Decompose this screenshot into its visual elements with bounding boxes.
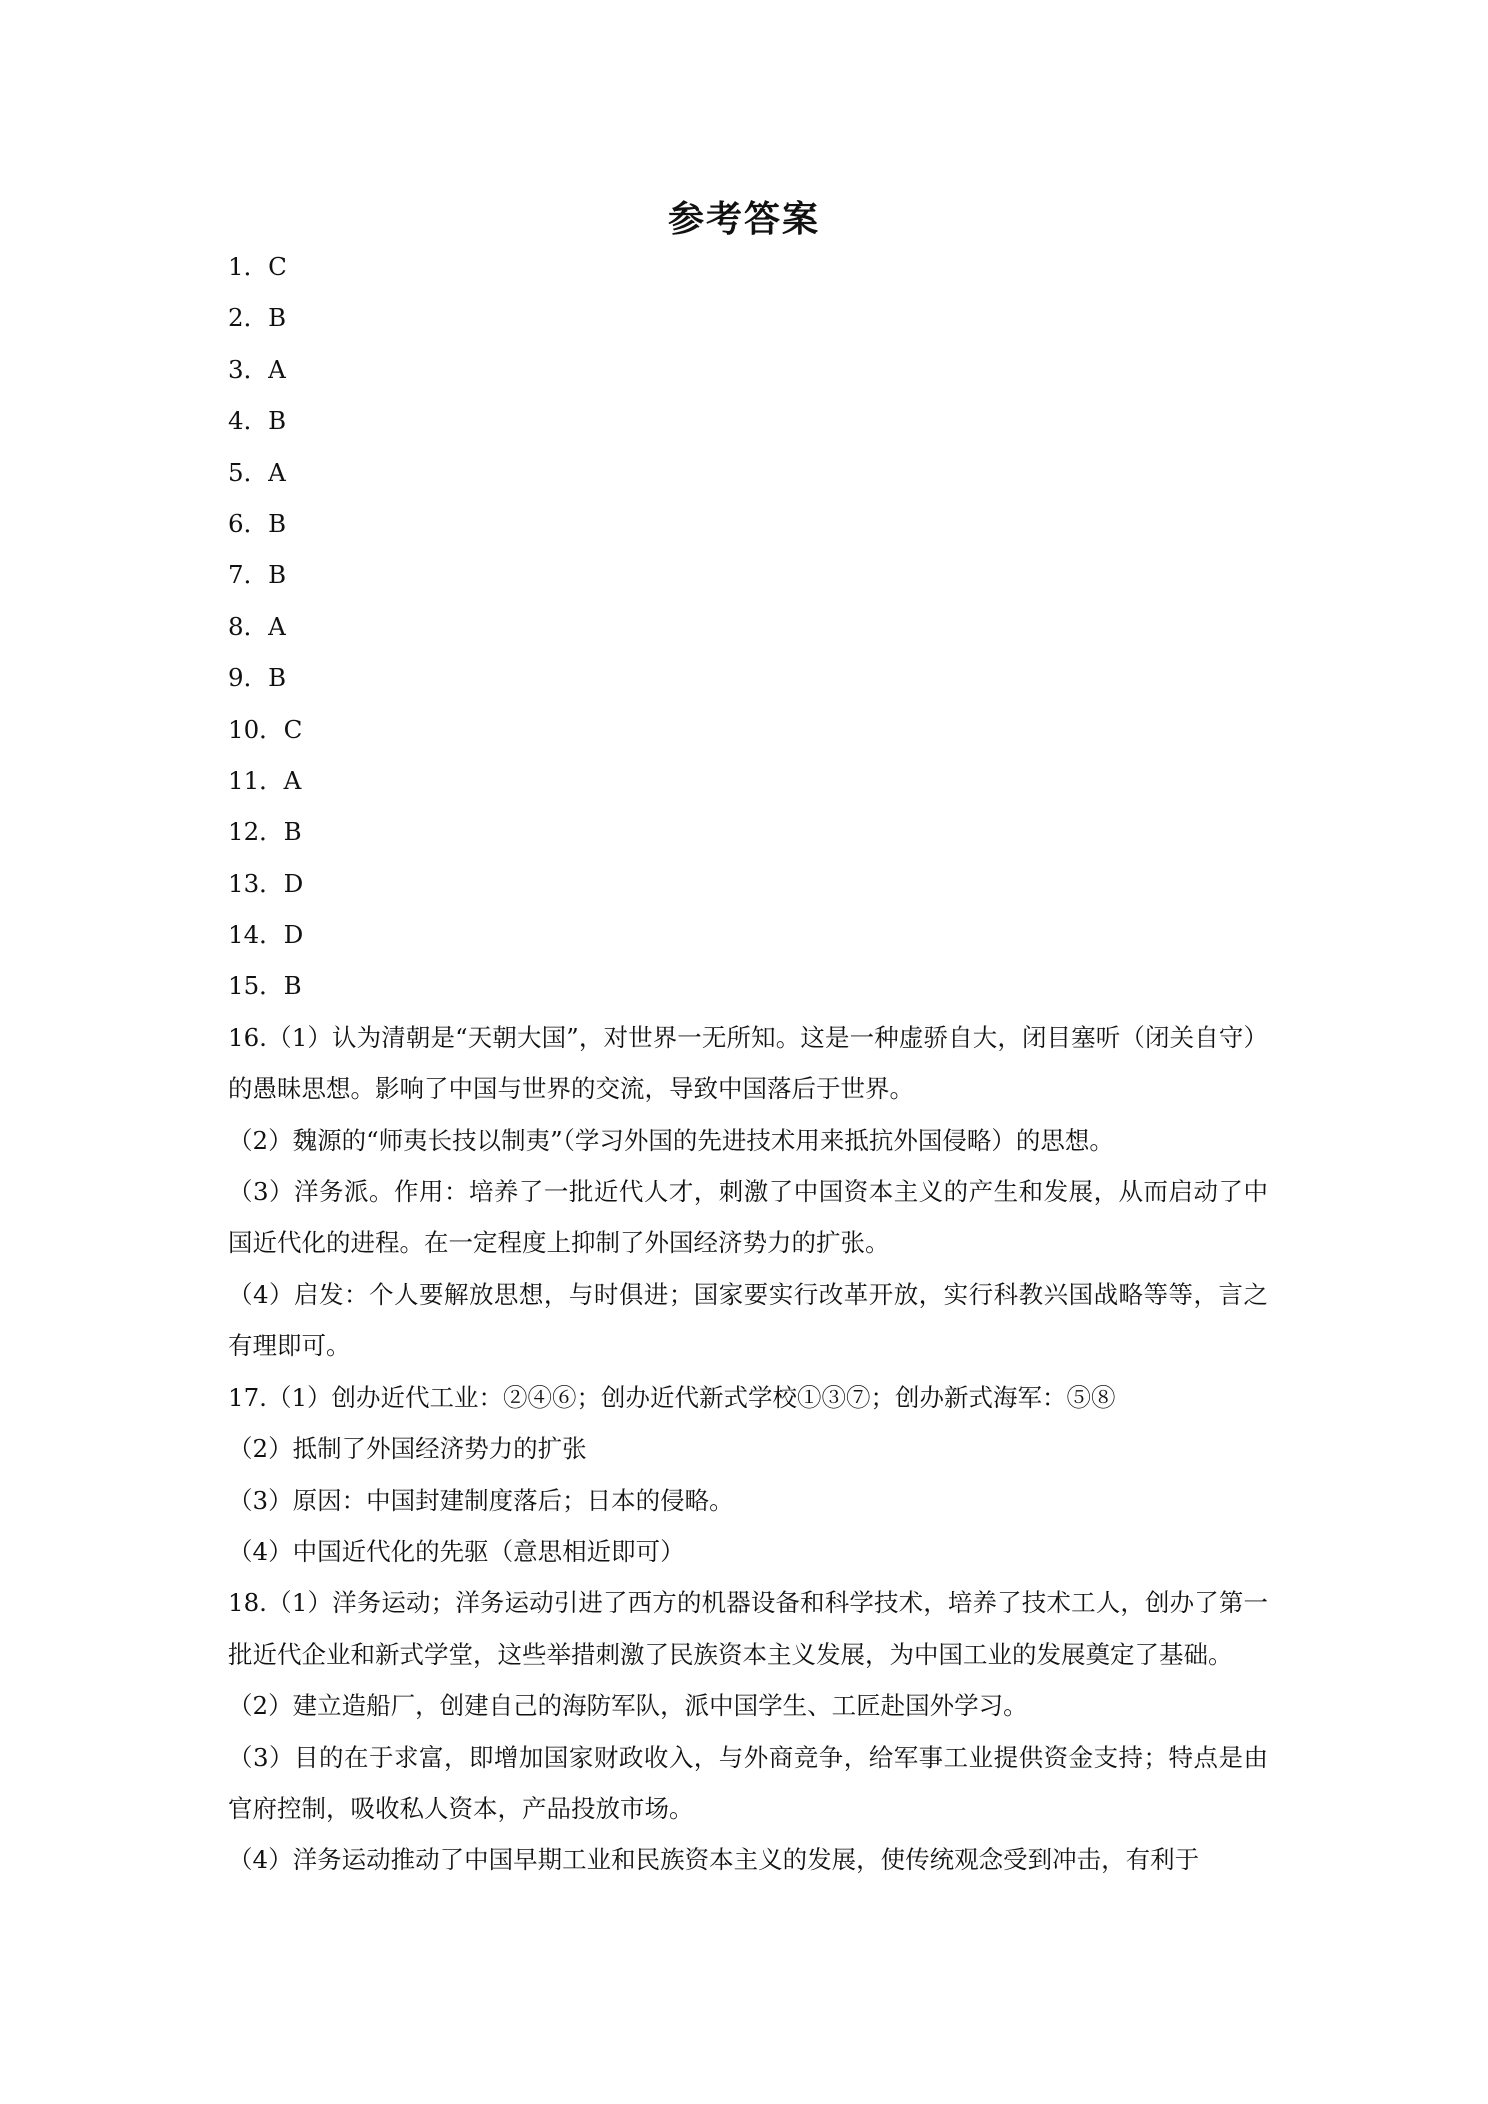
page-title: 参考答案 xyxy=(667,199,820,240)
choice-answer-13: 13．D xyxy=(228,868,304,898)
q18-part-1: 18.（1）洋务运动；洋务运动引进了西方的机器设备和科学技术，培养了技术工人，创办了第一批近代企业和新式学堂，这些举措刺激了民族资本主义发展，为中国工业的发展奠定了基础。 xyxy=(228,1588,1268,1669)
q17-part-2: （2）抵制了外国经济势力的扩张 xyxy=(228,1434,587,1464)
choice-answer-9: 9．B xyxy=(228,663,287,693)
q18-part-4: （4）洋务运动推动了中国早期工业和民族资本主义的发展，使传统观念受到冲击，有利于 xyxy=(228,1845,1200,1875)
choice-answer-14: 14．D xyxy=(228,920,304,950)
choice-answer-8: 8．A xyxy=(228,611,286,641)
q16-part-1: 16.（1）认为清朝是“天朝大国”，对世界一无所知。这是一种虚骄自大，闭目塞听（闭关自守）的愚昧思想。影响了中国与世界的交流，导致中国落后于世界。 xyxy=(228,1022,1268,1104)
choice-answer-1: 1．C xyxy=(228,252,287,281)
choice-answer-6: 6．B xyxy=(228,508,287,538)
q16-part-4: （4）启发：个人要解放思想，与时俱进；国家要实行改革开放，实行科教兴国战略等等，言之有理即可。 xyxy=(228,1279,1268,1361)
choice-answer-4: 4．B xyxy=(228,406,287,436)
q16-part-3: （3）洋务派。作用：培养了一批近代人才，刺激了中国资本主义的产生和发展，从而启动了中国近代化的进程。在一定程度上抑制了外国经济势力的扩张。 xyxy=(228,1177,1268,1258)
answer-list xyxy=(228,241,1268,1886)
choice-answer-15: 15．B xyxy=(228,971,302,1001)
choice-answer-5: 5．A xyxy=(228,457,286,487)
choice-answer-3: 3．A xyxy=(228,354,286,384)
choice-answer-12: 12．B xyxy=(228,817,302,847)
choice-answer-2: 2．B xyxy=(228,303,287,333)
choice-answer-7: 7．B xyxy=(228,560,287,590)
q17-part-3: （3）原因：中国封建制度落后；日本的侵略。 xyxy=(228,1485,734,1515)
q17-part-1: 17.（1）创办近代工业：②④⑥；创办近代新式学校①③⑦；创办新式海军：⑤⑧ xyxy=(228,1382,1116,1412)
q18-part-2: （2）建立造船厂，创建自己的海防军队，派中国学生、工匠赴国外学习。 xyxy=(228,1691,1028,1721)
q17-part-4: （4）中国近代化的先驱（意思相近即可） xyxy=(228,1536,685,1566)
q18-part-3: （3）目的在于求富，即增加国家财政收入，与外商竞争，给军事工业提供资金支持；特点是由官府控制，吸收私人资本，产品投放市场。 xyxy=(228,1742,1268,1823)
choice-answer-10: 10．C xyxy=(228,714,303,744)
choice-answer-11: 11．A xyxy=(228,765,302,795)
q16-part-2: （2）魏源的“师夷长技以制夷”（学习外国的先进技术用来抵抗外国侵略）的思想。 xyxy=(228,1125,1114,1155)
